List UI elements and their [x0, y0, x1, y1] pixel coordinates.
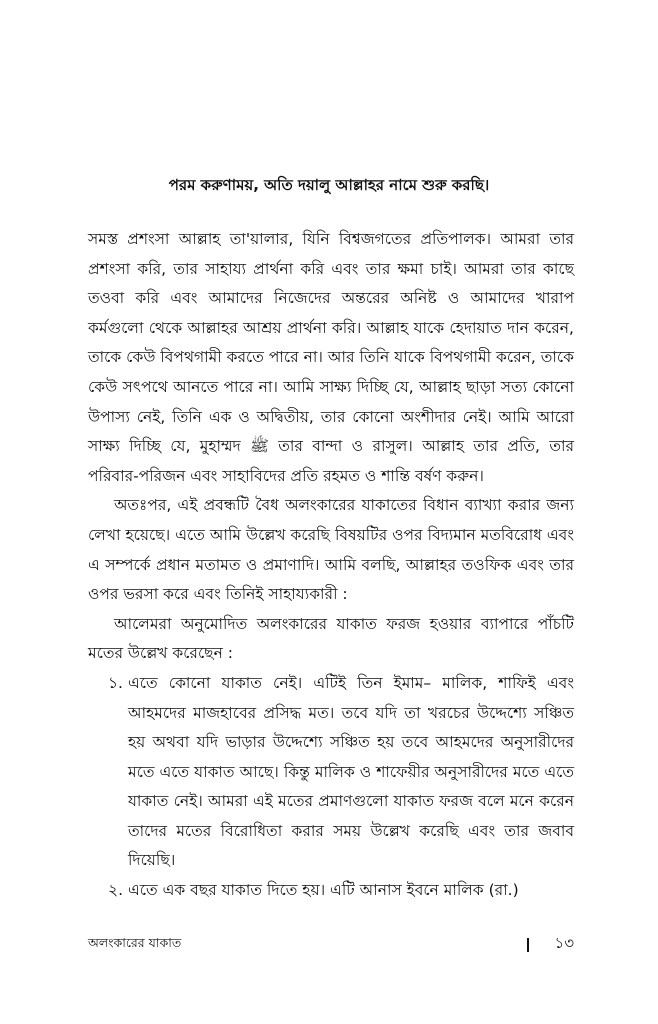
- list-item-number: ১.: [108, 673, 123, 692]
- page-footer: [88, 932, 574, 957]
- list-item: [88, 669, 574, 876]
- footer-book-title: অলংকারের যাকাত: [88, 934, 182, 950]
- paragraph-praise: সমস্ত প্রশংসা আল্লাহ তা'য়ালার, যিনি বিশ্বজগতের প্রতিপালক। আমরা তার প্রশংসা করি, তার সাহায্য প্রার্থনা করি এবং তার ক্ষমা চাই। আমরা তার কাছে তওবা করি এবং আমাদের নিজেদের অন্তরের অনিষ্ট ও আমাদের খারাপ কর্মগুলো থেকে আল্লাহর আশ্রয় প্রার্থনা করি। আল্লাহ যাকে হেদায়াত দান করেন, তাকে কেউ বিপথগামী করতে পারে না। আর তিনি যাকে বিপথগামী করেন, তাকে কেউ সৎপথে আনতে পারে না। আমি সাক্ষ্য দিচ্ছি যে, আল্লাহ ছাড়া সত্য কোনো উপাস্য নেই, তিনি এক ও অদ্বিতীয়, তার কোনো অংশীদার নেই। আমি আরো সাক্ষ্য দিচ্ছি যে, মুহাম্মদ ﷺ তার বান্দা ও রাসুল। আল্লাহ তার প্রতি, তার পরিবার-পরিজন এবং সাহাবিদের প্রতি রহমত ও শান্তি বর্ষণ করুন।: [88, 230, 574, 485]
- opinions-list: [88, 669, 574, 906]
- paragraph-intro: অতঃপর, এই প্রবন্ধটি বৈধ অলংকারের যাকাতের বিধান ব্যাখ্যা করার জন্য লেখা হয়েছে। এতে আমি উল্লেখ করেছি বিষয়টির ওপর বিদ্যমান মতবিরোধ এবং এ সম্পর্কে প্রধান মতামত ও প্রমাণাদি। আমি বলছি, আল্লাহর তওফিক এবং তার ওপর ভরসা করে এবং তিনিই সাহায্যকারী :: [88, 496, 574, 604]
- footer-divider: [527, 938, 529, 952]
- list-item-number: ২.: [108, 881, 124, 900]
- list-item-text: এতে এক বছর যাকাত দিতে হয়। এটি আনাস ইবনে মালিক (রা.): [128, 881, 519, 900]
- main-text: [88, 225, 574, 906]
- list-item-text: এতে কোনো যাকাত নেই। এটিই তিন ইমাম– মালিক, শাফিই এবং আহমদের মাজহাবের প্রসিদ্ধ মত। তবে যদি তা খরচের উদ্দেশ্যে সঞ্চিত হয় অথবা যদি ভাড়ার উদ্দেশ্যে সঞ্চিত হয় তবে আহমদের অনুসারীদের মতে এতে যাকাত আছে। কিন্তু মালিক ও শাফেয়ীর অনুসারীদের মতে এতে যাকাত নেই। আমরা এই মতের প্রমাণগুলো যাকাত ফরজ বলে মনে করেন তাদের মতের বিরোধিতা করার সময় উল্লেখ করেছি এবং তার জবাব দিয়েছি।: [128, 673, 574, 870]
- paragraph-opinions: আলেমরা অনুমোদিত অলংকারের যাকাত ফরজ হওয়ার ব্যাপারে পাঁচটি মতের উল্লেখ করেছেন :: [88, 614, 574, 663]
- page-number: ১৩: [554, 934, 574, 952]
- list-item: [88, 876, 574, 906]
- page-heading: পরম করুণাময়, অতি দয়ালু আল্লাহর নামে শুরু করছি।: [168, 176, 490, 194]
